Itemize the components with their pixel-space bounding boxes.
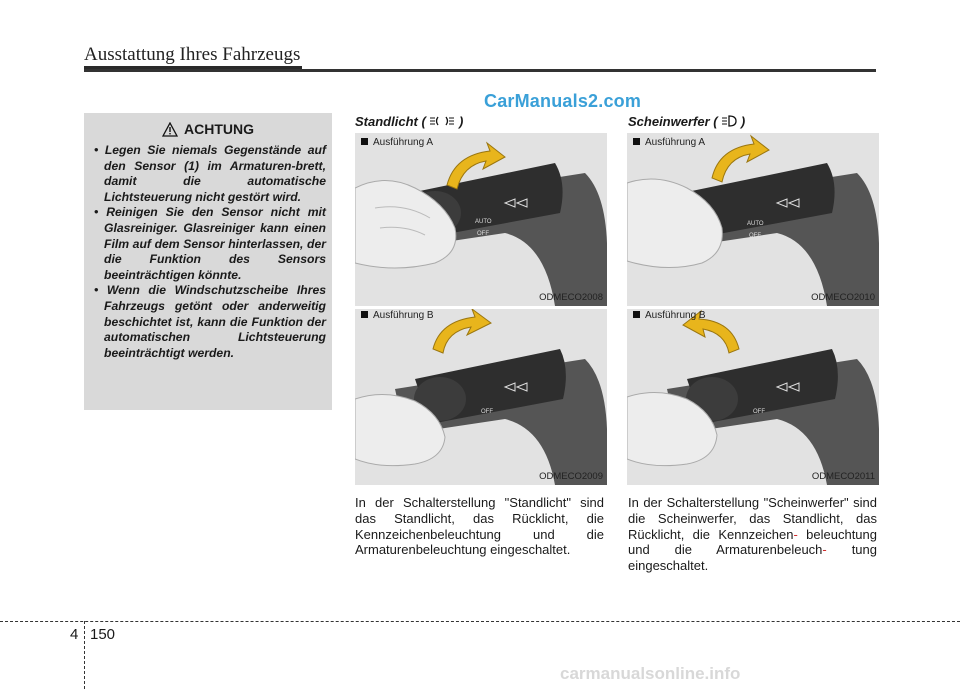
figure-parking-b [355,309,607,485]
figure-headlamp-b-label: Ausführung B [633,310,706,321]
light-switch-illustration [627,309,879,485]
switch-auto-label: AUTO [747,221,764,227]
header-rule [84,69,876,72]
figure-parking-a [355,133,607,306]
light-switch-illustration [355,133,607,306]
headlamp-heading: Scheinwerfer ( ) [628,114,746,129]
light-switch-illustration [627,133,879,306]
watermark-bottom[interactable]: carmanualsonline.info [560,664,741,683]
footer-dashed-rule [0,621,960,622]
switch-off-label: OFF [753,409,765,415]
figure-parking-b-code: ODMECO2009 [539,471,603,482]
watermark-top[interactable]: CarManuals2.com [484,91,642,111]
parking-light-icon [429,115,455,127]
warning-box [84,113,332,410]
light-switch-illustration [355,309,607,485]
figure-headlamp-a [627,133,879,306]
warning-list [92,143,326,361]
footer-vertical-rule [84,621,85,689]
warning-triangle-icon [162,122,178,137]
figure-parking-a-label: Ausführung A [361,137,433,148]
parking-light-description: In der Schalterstellung "Standlicht" sind das Standlicht, das Rücklicht, die Kennzeichenbeleuchtung und die Armaturenbeleuchtung eingeschaltet. [355,495,604,558]
figure-parking-a-code: ODMECO2008 [539,292,603,303]
switch-off-label: OFF [749,233,761,239]
headlamp-description: In der Schalterstellung "Scheinwerfer" sind die Scheinwerfer, das Standlicht, das Rücklicht, die Kennzeichen- beleuchtung und die Armaturenbeleuch- tung eingeschaltet. [628,495,877,574]
switch-auto-label: AUTO [475,219,492,225]
warning-item-3: • Wenn die Windschutzscheibe Ihres Fahrzeugs getönt oder anderweitig beschichtet ist, kann die Funktion der automatischen Lichtsteuerung beeinträchtigt werden. [92,283,326,361]
warning-title-text: ACHTUNG [184,121,254,137]
warning-item-2: • Reinigen Sie den Sensor nicht mit Glasreiniger. Glasreiniger kann einen Film auf dem Sensor hinterlassen, der die Funktion des Sensors beeinträchtigen könnte. [92,205,326,283]
figure-headlamp-a-label: Ausführung A [633,137,705,148]
switch-off-label: OFF [477,231,489,237]
warning-title [84,121,332,137]
headlamp-icon [721,115,737,127]
page-header-title: Ausstattung Ihres Fahrzeugs [84,44,301,65]
chapter-number: 4 [70,626,79,643]
switch-off-label: OFF [481,409,493,415]
page-number: 150 [90,626,116,643]
figure-headlamp-a-code: ODMECO2010 [811,292,875,303]
figure-headlamp-b-code: ODMECO2011 [811,471,875,482]
warning-item-1: • Legen Sie niemals Gegenstände auf den Sensor (1) im Armaturen-brett, damit die automatische Lichtsteuerung nicht gestört wird. [92,143,326,205]
parking-light-heading: Standlicht ( ) [355,114,464,129]
figure-headlamp-b [627,309,879,485]
figure-parking-b-label: Ausführung B [361,310,434,321]
